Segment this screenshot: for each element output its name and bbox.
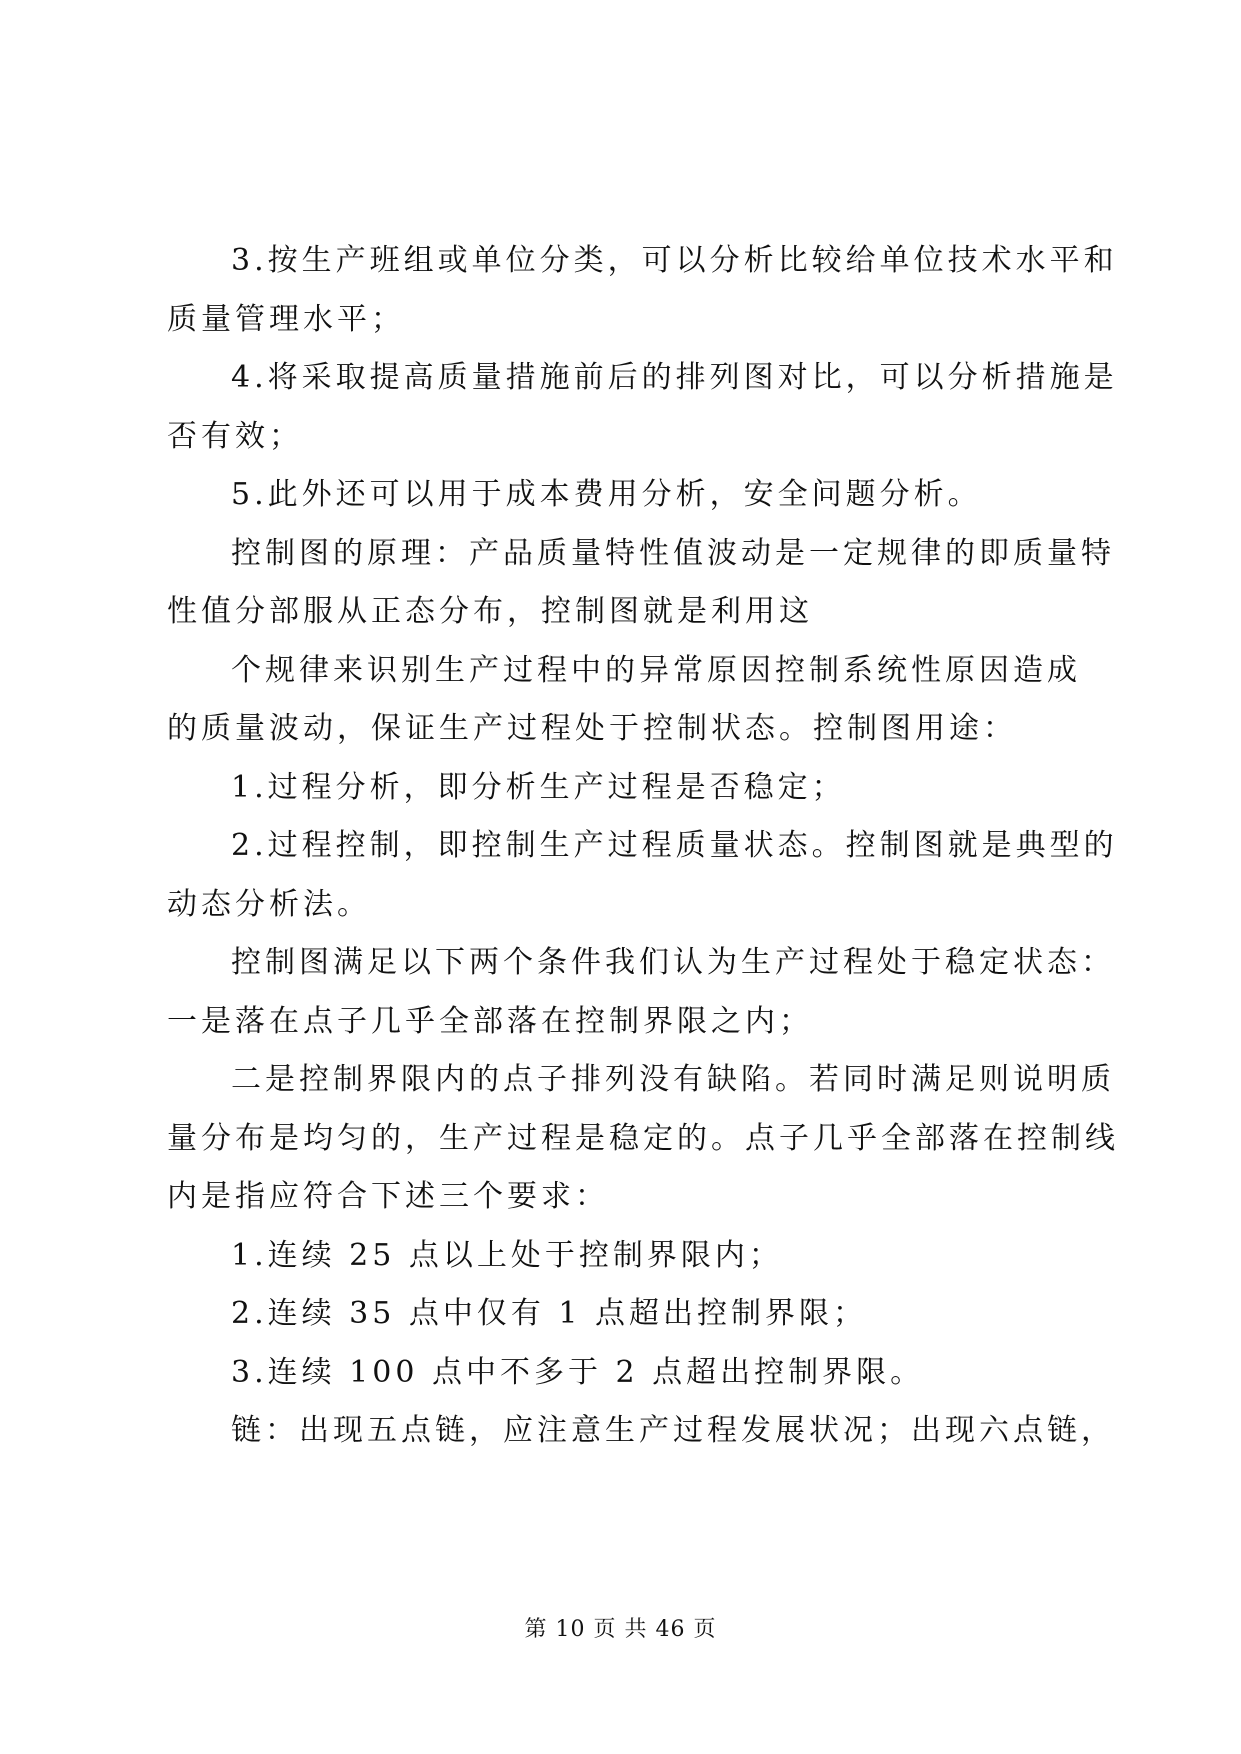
text-line: 个规律来识别生产过程中的异常原因控制系统性原因造成 (231, 652, 1081, 688)
text-line: 控制图满足以下两个条件我们认为生产过程处于稳定状态： (231, 945, 1115, 980)
text-line: 1.过程分析，即分析生产过程是否稳定； (231, 769, 846, 805)
text-line: 二是控制界限内的点子排列没有缺陷。若同时满足则说明质 (231, 1062, 1115, 1097)
text-line: 2.过程控制，即控制生产过程质量状态。控制图就是典型的 (231, 828, 1118, 863)
text-line: 否有效； (167, 418, 303, 454)
text-line: 3.连续 100 点中不多于 2 点超出控制界限。 (231, 1354, 925, 1390)
page-footer (0, 1612, 1241, 1643)
text-line: 质量管理水平； (167, 301, 405, 337)
text-line: 的质量波动，保证生产过程处于控制状态。控制图用途： (167, 711, 1017, 746)
text-line: 内是指应符合下述三个要求： (167, 1179, 609, 1214)
text-line: 动态分析法。 (167, 886, 371, 922)
text-line: 5.此外还可以用于成本费用分析，安全问题分析。 (231, 477, 982, 512)
text-line: 4.将采取提高质量措施前后的排列图对比，可以分析措施是 (231, 360, 1118, 395)
text-line: 3.按生产班组或单位分类，可以分析比较给单位技术水平和 (231, 243, 1118, 278)
document-body (167, 232, 1119, 1461)
text-line: 控制图的原理：产品质量特性值波动是一定规律的即质量特 (231, 535, 1115, 571)
text-line: 链：出现五点链，应注意生产过程发展状况；出现六点链， (231, 1413, 1115, 1448)
page-number-label: 第 10 页 共 46 页 (524, 1617, 717, 1642)
text-line: 量分布是均匀的，生产过程是稳定的。点子几乎全部落在控制线 (167, 1120, 1119, 1156)
text-line: 1.连续 25 点以上处于控制界限内； (231, 1237, 783, 1273)
text-line: 性值分部服从正态分布，控制图就是利用这 (167, 594, 813, 629)
text-line: 一是落在点子几乎全部落在控制界限之内； (167, 1003, 813, 1039)
text-line: 2.连续 35 点中仅有 1 点超出控制界限； (231, 1296, 868, 1331)
